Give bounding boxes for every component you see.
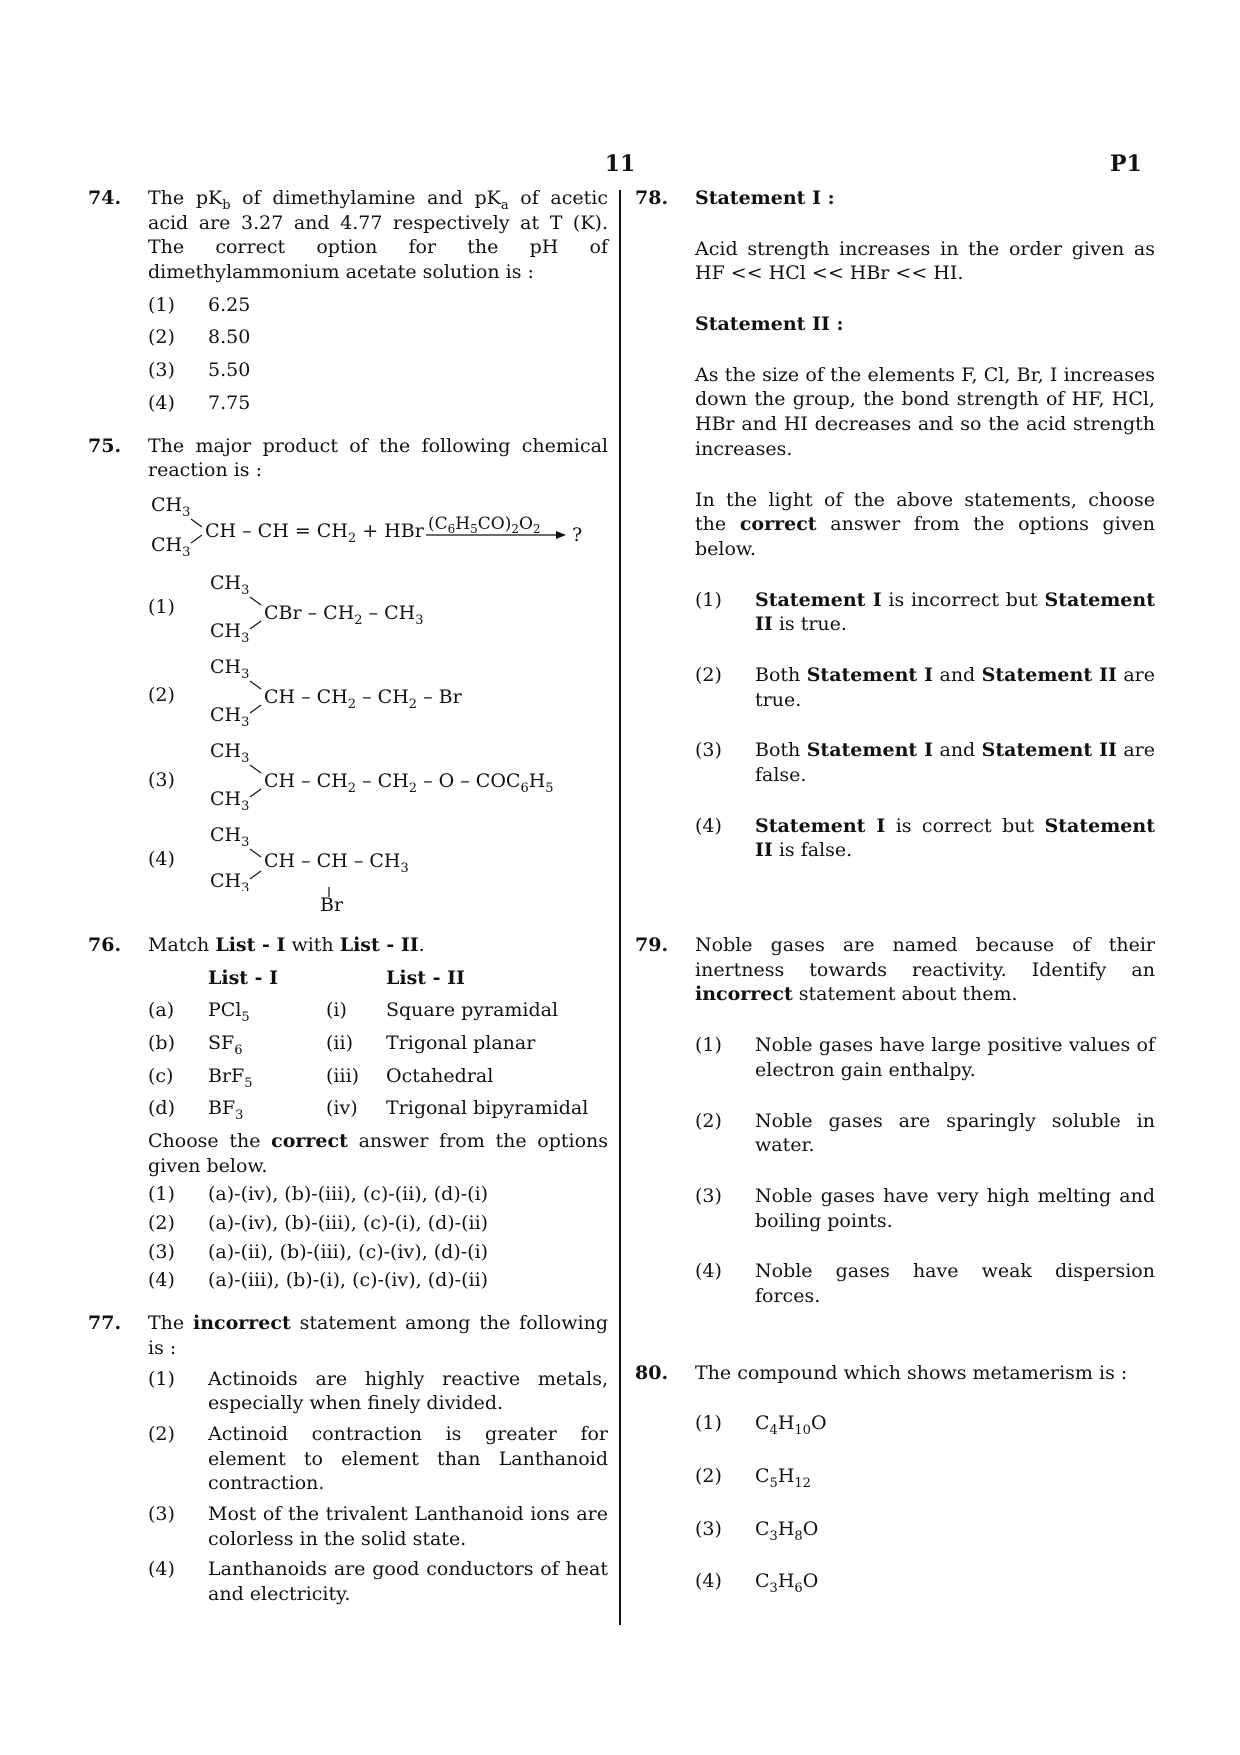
option[interactable]: (4) (a)-(iii), (b)-(i), (c)-(iv), (d)-(ii) bbox=[148, 1269, 489, 1292]
question-number: 79. bbox=[635, 934, 669, 957]
question-text: The incorrect statement among the following is : bbox=[148, 1312, 608, 1359]
svg-text:Br: Br bbox=[320, 893, 344, 913]
table-row: (b) $SF_6$ (ii) Trigonal planar bbox=[148, 1031, 536, 1058]
option[interactable]: (1) Statement I is incorrect but Statement II is true. bbox=[695, 588, 1155, 636]
column-divider bbox=[619, 190, 621, 1625]
option[interactable]: (1) Noble gases have large positive values of electron gain enthalpy. bbox=[695, 1034, 1155, 1081]
question-mark: ? bbox=[572, 523, 583, 546]
reactant-methyl-bottom: $CH_3$ bbox=[151, 533, 191, 559]
option[interactable]: (3) $C_3H_8O$ bbox=[695, 1517, 819, 1544]
svg-text:CH3: $CH_3$ bbox=[210, 869, 250, 891]
option-4-bromo bbox=[88, 887, 608, 913]
option[interactable]: (1) (a)-(iv), (b)-(iii), (c)-(ii), (d)-(i) bbox=[148, 1183, 489, 1206]
question-74 bbox=[88, 186, 608, 285]
statement-1-heading: Statement I : bbox=[695, 187, 835, 209]
options-80 bbox=[635, 1411, 1155, 1597]
svg-text:CBr – CH2 – CH3: CBr – $CH_2 - CH_3$ bbox=[264, 601, 424, 628]
option[interactable]: (3) (a)-(ii), (b)-(iii), (c)-(iv), (d)-(i) bbox=[148, 1240, 489, 1263]
question-79 bbox=[635, 933, 1155, 1007]
options-78 bbox=[635, 588, 1155, 864]
table-row: (c) BrF$_5$ (iii) Octahedral bbox=[148, 1064, 494, 1091]
option[interactable]: (2) 8.50 bbox=[148, 326, 251, 349]
option[interactable]: (2) Noble gases are sparingly soluble in water. bbox=[695, 1109, 1155, 1157]
question-number: 78. bbox=[635, 187, 669, 209]
question-text: The compound which shows metamerism is : bbox=[695, 1361, 1128, 1384]
option[interactable]: (3) Most of the trivalent Lanthanoid ions are colorless in the solid state. bbox=[148, 1502, 608, 1550]
options-76 bbox=[88, 1182, 608, 1293]
option[interactable]: (1) 6.25 bbox=[148, 293, 251, 316]
table-row: (d) $BF_3$ (iv) Trigonal bipyramidal bbox=[148, 1097, 589, 1124]
svg-text:CH3: $CH_3$ bbox=[210, 739, 250, 766]
svg-text:CH3: $CH_3$ bbox=[210, 619, 250, 646]
question-text: The $pK_b$ of dimethylamine and $pK_a$ of acetic acid are 3.27 and 4.77 respectively at T (K). The correct option for the pH of dimethylammonium acetate solution is : bbox=[148, 187, 608, 284]
svg-text:CH – CH2 – CH2 – O – COC6H5: CH – $CH_2 - CH_2$ – O – $COC_6H_5$ bbox=[264, 769, 554, 796]
option[interactable]: (3) 5.50 bbox=[148, 359, 251, 382]
question-number: 75. bbox=[88, 434, 122, 457]
option[interactable] bbox=[148, 824, 409, 891]
question-number: 76. bbox=[88, 933, 122, 956]
svg-text:(4): (4) bbox=[148, 847, 175, 870]
svg-text:CH – CH2 – CH2 – Br: CH – $CH_2 - CH_2$ – Br bbox=[264, 685, 462, 712]
option[interactable]: (4) 7.75 bbox=[148, 391, 251, 414]
svg-text:CH3: $CH_3$ bbox=[210, 655, 250, 682]
question-77 bbox=[88, 1311, 608, 1360]
question-76 bbox=[88, 933, 608, 1179]
question-text: Noble gases are named because of their inertness towards reactivity. Identify an incorrect statement about them. bbox=[695, 934, 1155, 1006]
option[interactable]: (1) Actinoids are highly reactive metals, especially when finely divided. bbox=[148, 1367, 608, 1415]
question-text: Match List - I with List - II. bbox=[148, 933, 425, 956]
instruction: In the light of the above statements, choose the correct answer from the options given below. bbox=[695, 488, 1156, 560]
question-text: The major product of the following chemical reaction is : bbox=[148, 434, 608, 482]
statement-2-text: As the size of the elements F, Cl, Br, I increases down the group, the bond strength of HF, HCl, HBr and HI decreases and so the acid strength increases. bbox=[695, 363, 1155, 460]
reactant-methyl-top: $CH_3$ bbox=[151, 493, 191, 520]
option[interactable] bbox=[148, 740, 554, 814]
reaction-scheme bbox=[88, 487, 608, 559]
statement-1-text: Acid strength increases in the order given as HF << HCl << HBr << HI. bbox=[695, 237, 1155, 285]
svg-text:CH3: $CH_3$ bbox=[210, 571, 250, 598]
right-column bbox=[635, 186, 1156, 1597]
svg-text:(1): (1) bbox=[148, 595, 175, 618]
svg-text:CH3: $CH_3$ bbox=[210, 787, 250, 814]
question-78 bbox=[635, 186, 1155, 562]
question-number: 80. bbox=[635, 1361, 669, 1384]
option[interactable] bbox=[148, 656, 463, 730]
option[interactable]: (4) Noble gases have weak dispersion forces. bbox=[695, 1260, 1155, 1307]
paper-code: P1 bbox=[1110, 151, 1142, 177]
option[interactable]: (4) $C_3H_6O$ bbox=[695, 1570, 819, 1597]
options-75 bbox=[88, 561, 608, 891]
option[interactable]: (4) Lanthanoids are good conductors of heat and electricity. bbox=[148, 1558, 608, 1605]
option[interactable]: (3) Noble gases have very high melting and boiling points. bbox=[695, 1184, 1155, 1232]
left-column bbox=[88, 186, 608, 1607]
option[interactable]: (2) Actinoid contraction is greater for element to element than Lanthanoid contraction. bbox=[148, 1422, 608, 1495]
option[interactable] bbox=[148, 572, 424, 646]
option[interactable]: (2) $C_5H_{12}$ bbox=[695, 1465, 811, 1491]
reactant-chain: CH – CH = $CH_2$ + HBr bbox=[205, 519, 424, 546]
option[interactable]: (3) Both Statement I and Statement II are false. bbox=[695, 739, 1155, 786]
option[interactable]: (1) $C_4H_{10}O$ bbox=[695, 1412, 827, 1439]
svg-text:(3): (3) bbox=[148, 768, 175, 791]
question-75 bbox=[88, 434, 608, 483]
svg-text:CH3: $CH_3$ bbox=[210, 823, 250, 850]
options-79 bbox=[635, 1033, 1155, 1309]
table-row: (a) PCl$_5$ (i) Square pyramidal bbox=[148, 999, 559, 1026]
question-80 bbox=[635, 1361, 1155, 1386]
svg-text:CH – CH – CH3: CH – CH – $CH_3$ bbox=[264, 849, 409, 876]
options-74 bbox=[88, 293, 608, 416]
svg-text:(2): (2) bbox=[148, 683, 175, 706]
svg-text:CH3: $CH_3$ bbox=[210, 703, 250, 730]
question-number: 77. bbox=[88, 1312, 122, 1335]
reagent-label: $(C_6H_5CO)_2O_2$ bbox=[428, 513, 541, 536]
options-77 bbox=[88, 1367, 608, 1607]
option[interactable]: (4) Statement I is correct but Statement II is false. bbox=[695, 814, 1155, 862]
match-table: List - I List - II (a) PCl$_5$ (i) Square pyramidal (b) $SF_6$ (ii) Trigonal planar (c) BrF$_5$ (iii) Octahedral (d) $BF_3$ (iv) Trigonal bipyramidal bbox=[148, 966, 589, 1124]
question-number: 74. bbox=[88, 187, 122, 209]
statement-2-heading: Statement II : bbox=[695, 313, 844, 336]
page-number: 11 bbox=[604, 151, 636, 177]
option[interactable]: (2) Both Statement I and Statement II are true. bbox=[695, 663, 1155, 711]
choose-instruction: Choose the correct answer from the options given below. bbox=[148, 1130, 608, 1177]
option[interactable]: (2) (a)-(iv), (b)-(iii), (c)-(i), (d)-(ii) bbox=[148, 1212, 489, 1235]
